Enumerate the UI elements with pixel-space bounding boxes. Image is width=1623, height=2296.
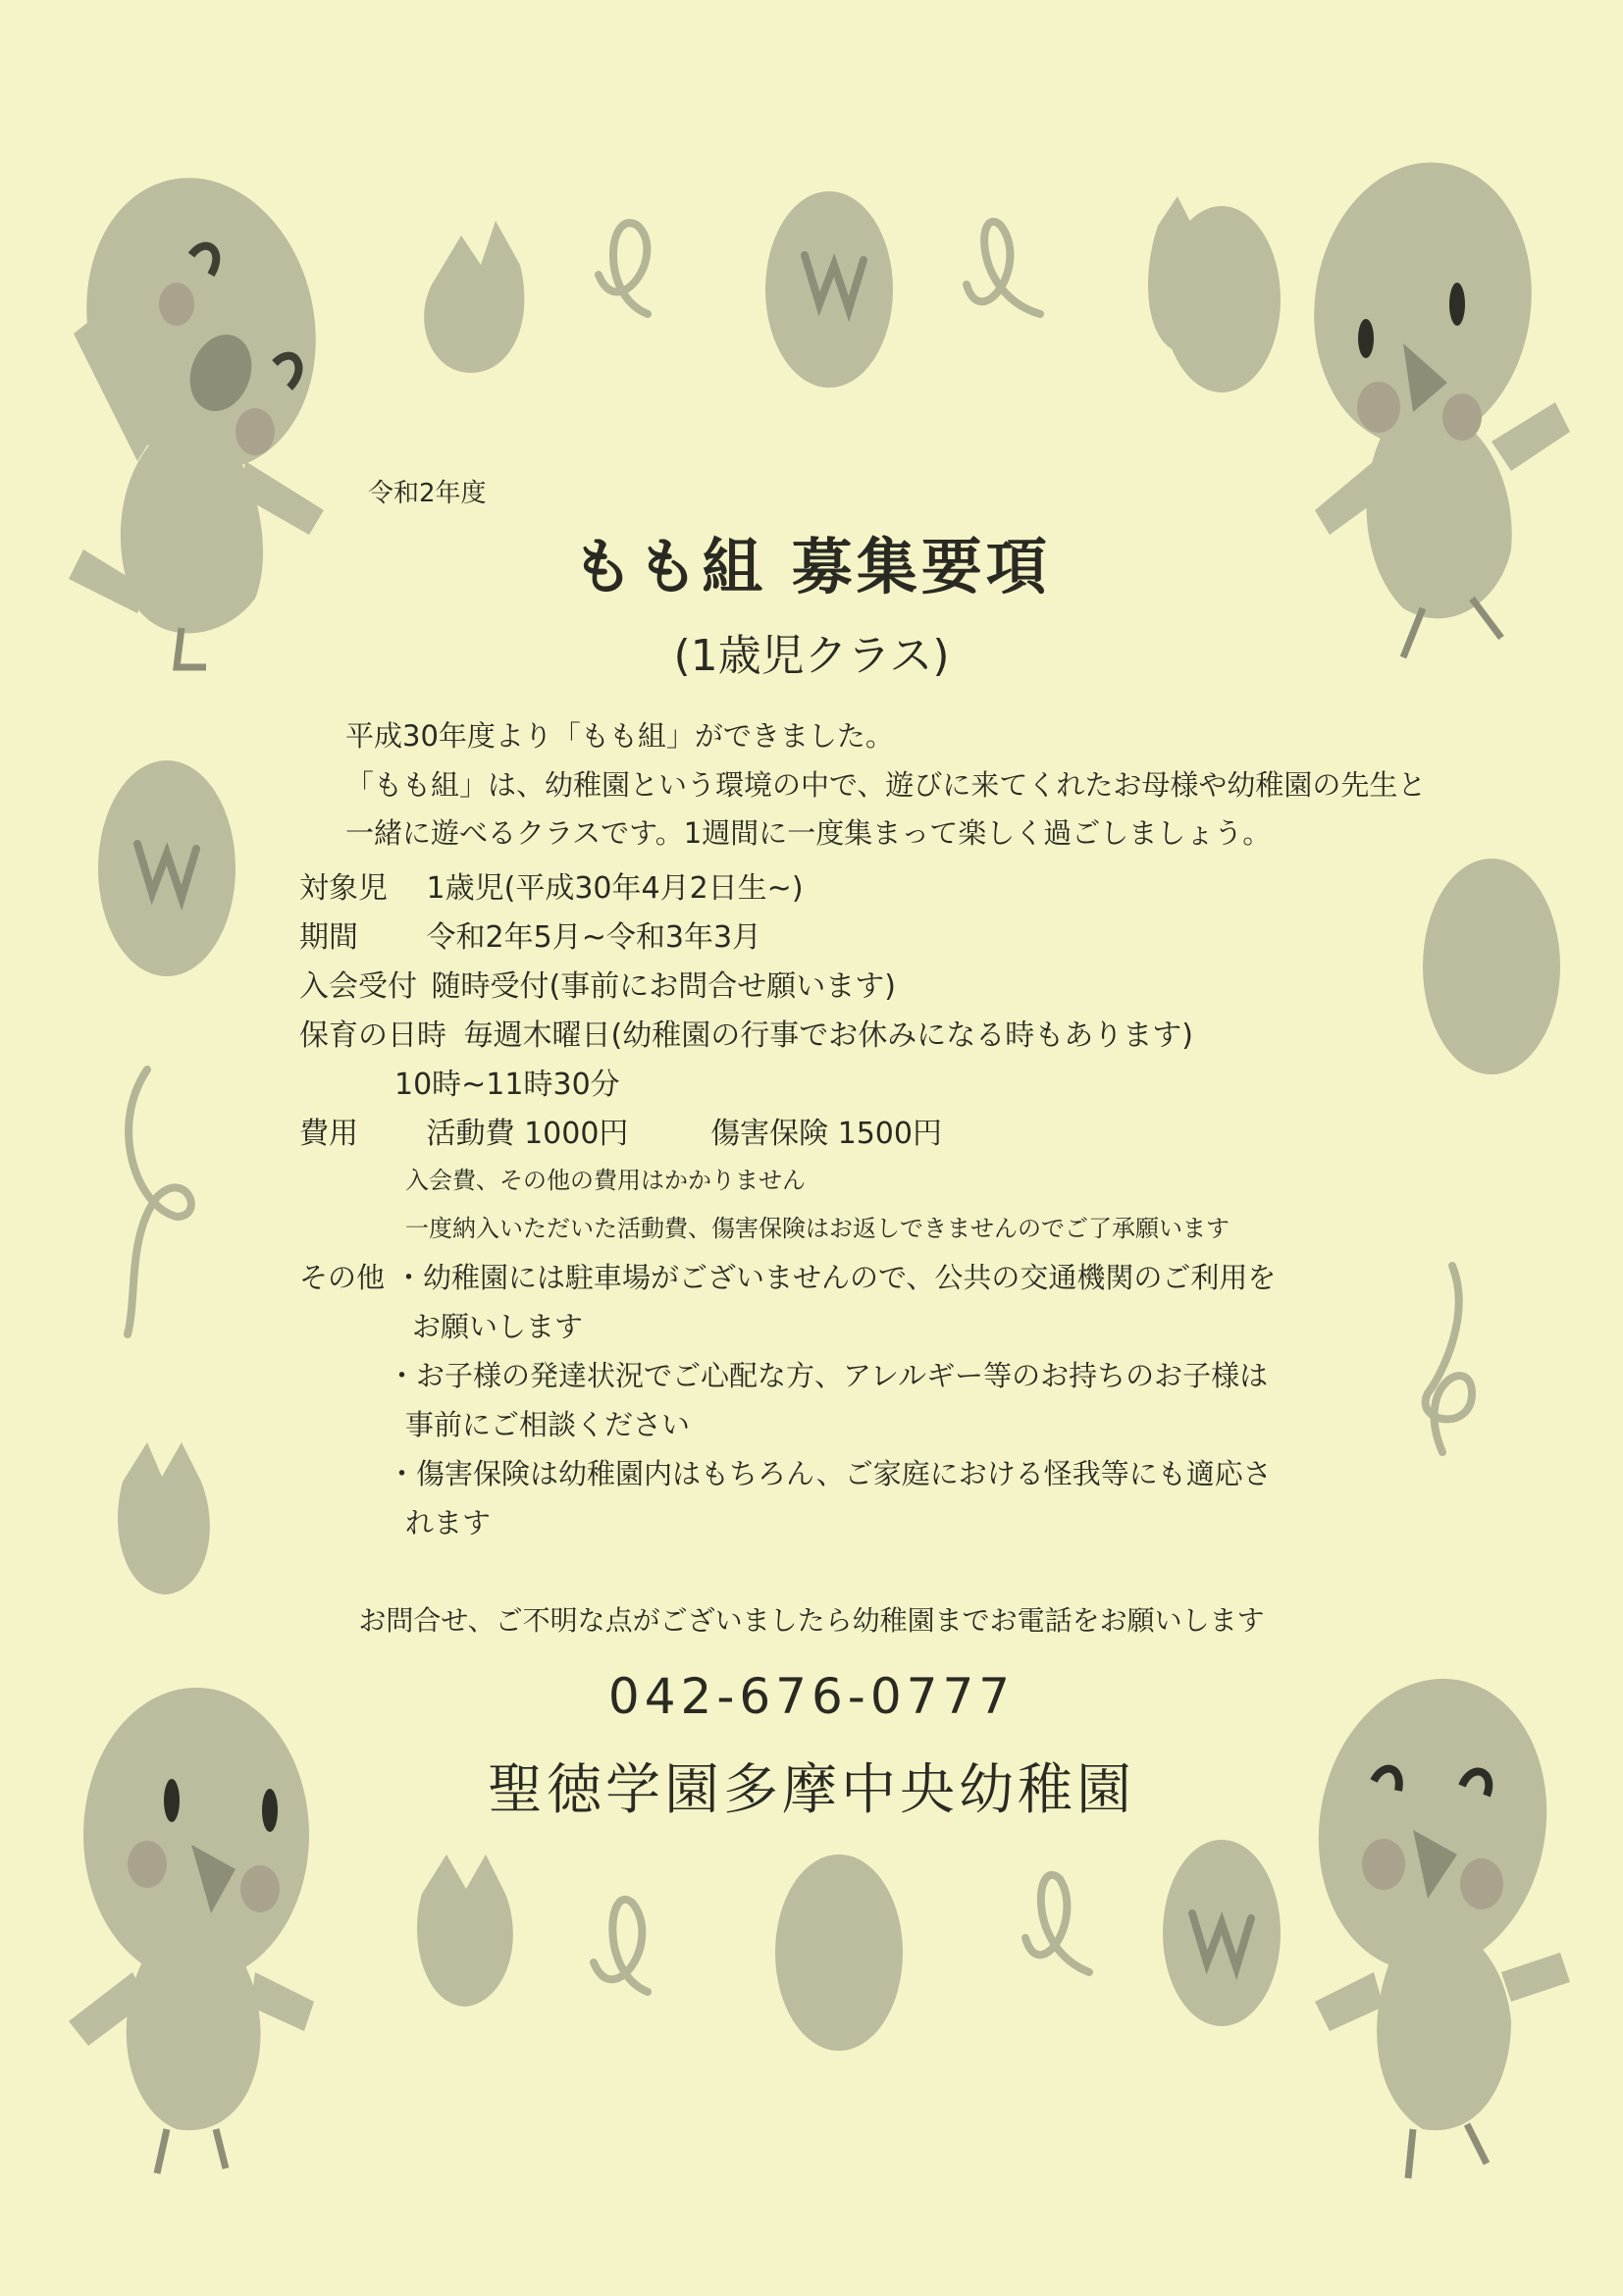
egg-icon [765, 191, 893, 388]
egg-shell-icon [424, 221, 524, 373]
intro-line-3: 一緒に遊べるクラスです。1週間に一度集まって楽しく過ごしましょう。 [345, 816, 1272, 850]
ribbon-icon [967, 222, 1040, 314]
enroll-label: 入会受付 [299, 969, 417, 1004]
period-value: 令和2年5月~令和3年3月 [426, 920, 762, 955]
detail-fee [299, 1109, 942, 1152]
ribbon-icon [594, 1900, 648, 1992]
other-item: れます [405, 1506, 492, 1539]
egg-icon [1423, 859, 1560, 1074]
fee-label: 費用 [299, 1117, 358, 1151]
schedule-label: 保育の日時 [299, 1018, 446, 1053]
contact-note: お問合せ、ご不明な点がございましたら幼稚園までお電話をお願いします [358, 1604, 1265, 1637]
ribbon-icon [599, 223, 648, 314]
egg-shell-icon [118, 1442, 210, 1594]
ribbon-icon [128, 1070, 191, 1334]
other-item: 事前にご相談ください [405, 1408, 691, 1441]
chick-icon-bottom-right [1296, 1660, 1570, 2178]
school-name: 聖徳学園多摩中央幼稚園 [488, 1758, 1135, 1822]
fee-note-2: 一度納入いただいた活動費、傷害保険はお返しできませんのでご了承願います [405, 1215, 1230, 1242]
other-item: ・お子様の発達状況でご心配な方、アレルギー等のお持ちのお子様は [388, 1359, 1269, 1392]
fee-activity: 活動費 1000円 [426, 1117, 629, 1151]
other-label: その他 [299, 1261, 386, 1294]
fiscal-year: 令和2年度 [368, 479, 487, 508]
target-value: 1歳児(平成30年4月2日生~) [426, 871, 804, 906]
egg-icon [775, 1854, 903, 2051]
ribbon-icon [1025, 1875, 1089, 1972]
fee-note-1: 入会費、その他の費用はかかりません [405, 1167, 806, 1194]
detail-schedule [299, 1011, 1193, 1054]
schedule-value: 毎週木曜日(幼稚園の行事でお休みになる時もあります) [463, 1018, 1193, 1053]
egg-icon [98, 760, 236, 976]
enroll-value: 随時受付(事前にお問合せ願います) [431, 969, 896, 1004]
target-label: 対象児 [299, 871, 388, 906]
egg-shell-icon [417, 1854, 513, 2007]
page-subtitle: (1歳児クラス) [673, 631, 950, 681]
intro-line-1: 平成30年度より「もも組」ができました。 [345, 719, 894, 753]
detail-enroll [299, 962, 896, 1005]
detail-period [299, 913, 761, 956]
intro-line-2: 「もも組」は、幼稚園という環境の中で、遊びに来てくれたお母様や幼稚園の先生と [345, 768, 1427, 802]
other-item: ・幼稚園には駐車場がございませんので、公共の交通機関のご利用を [394, 1261, 1277, 1294]
phone-number: 042-676-0777 [607, 1668, 1016, 1725]
other-item: ・傷害保険は幼稚園内はもちろん、ご家庭における怪我等にも適応さ [388, 1457, 1272, 1490]
fee-insurance: 傷害保険 1500円 [710, 1117, 942, 1151]
other-item: お願いします [412, 1310, 584, 1343]
page-title: もも組 募集要項 [572, 531, 1051, 602]
ribbon-icon [1426, 1266, 1472, 1452]
schedule-time: 10時~11時30分 [394, 1068, 620, 1102]
detail-target [299, 863, 804, 907]
period-label: 期間 [299, 920, 358, 955]
